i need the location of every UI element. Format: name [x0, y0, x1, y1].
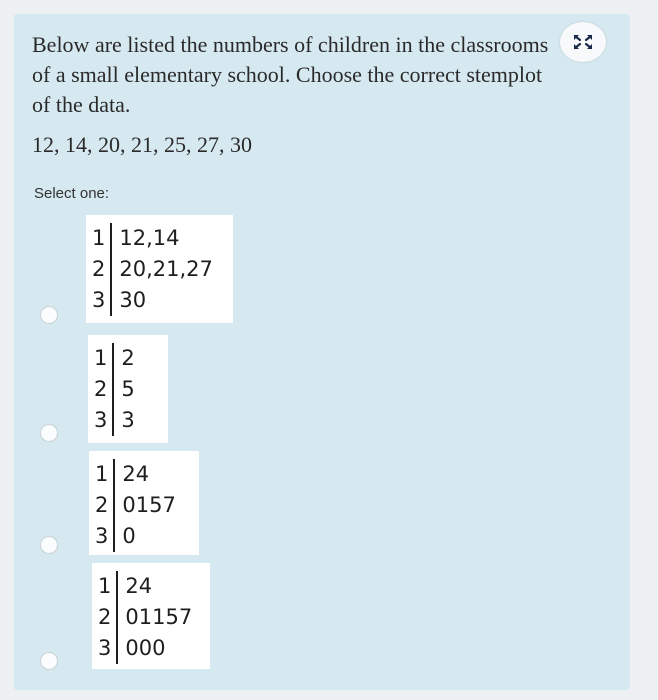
stem: 3: [98, 633, 117, 664]
stemplot-row: [95, 490, 176, 521]
stem: 3: [92, 285, 111, 316]
leaf: 24: [122, 462, 150, 486]
stemplot-row: [92, 285, 213, 316]
stem: 2: [94, 374, 113, 405]
stemplot-row: [98, 602, 192, 633]
option-b-stemplot[interactable]: [88, 335, 168, 443]
stem: 1: [94, 343, 113, 374]
leaf: 3: [121, 408, 135, 432]
option-d-stemplot[interactable]: [92, 563, 210, 669]
stem: 1: [92, 223, 111, 254]
stemplot-table: [95, 459, 176, 552]
stemplot-row: [95, 459, 176, 490]
stemplot-row: [92, 223, 213, 254]
stem: 2: [98, 602, 117, 633]
leaf: 5: [121, 377, 135, 401]
option-c-radio[interactable]: [40, 536, 58, 554]
stemplot-row: [94, 374, 135, 405]
leaf: 0: [122, 524, 136, 548]
leaf: 01157: [125, 605, 193, 629]
question-text: Below are listed the numbers of children in the classrooms of a small elementary school. Choose the correct stemplot of the data.: [32, 32, 549, 117]
option-b-radio[interactable]: [40, 424, 58, 442]
option-a-stemplot[interactable]: [86, 215, 233, 323]
stemplot-row: [92, 254, 213, 285]
stem: 3: [95, 521, 114, 552]
leaf: 24: [125, 574, 153, 598]
expand-arrows-icon: [572, 33, 594, 51]
stem: 1: [95, 459, 114, 490]
select-one-label: Select one:: [34, 185, 110, 202]
stemplot-row: [98, 571, 192, 602]
stem: 3: [94, 405, 113, 436]
stem: 1: [98, 571, 117, 602]
leaf: 20,21,27: [119, 257, 213, 281]
leaf: 30: [119, 288, 147, 312]
stemplot-row: [95, 521, 176, 552]
option-c-stemplot[interactable]: [89, 451, 199, 555]
leaf: 000: [125, 636, 166, 660]
stemplot-row: [98, 633, 192, 664]
data-values: 12, 14, 20, 21, 25, 27, 30: [32, 132, 252, 157]
leaf: 2: [121, 346, 135, 370]
fullscreen-button[interactable]: [560, 22, 606, 62]
option-a-radio[interactable]: [40, 306, 58, 324]
stemplot-table: [92, 223, 213, 316]
stemplot-table: [98, 571, 192, 664]
stem: 2: [95, 490, 114, 521]
stemplot-row: [94, 343, 135, 374]
stem: 2: [92, 254, 111, 285]
leaf: 12,14: [119, 226, 180, 250]
stemplot-table: [94, 343, 135, 436]
stemplot-row: [94, 405, 135, 436]
option-d-radio[interactable]: [40, 652, 58, 670]
leaf: 0157: [122, 493, 176, 517]
